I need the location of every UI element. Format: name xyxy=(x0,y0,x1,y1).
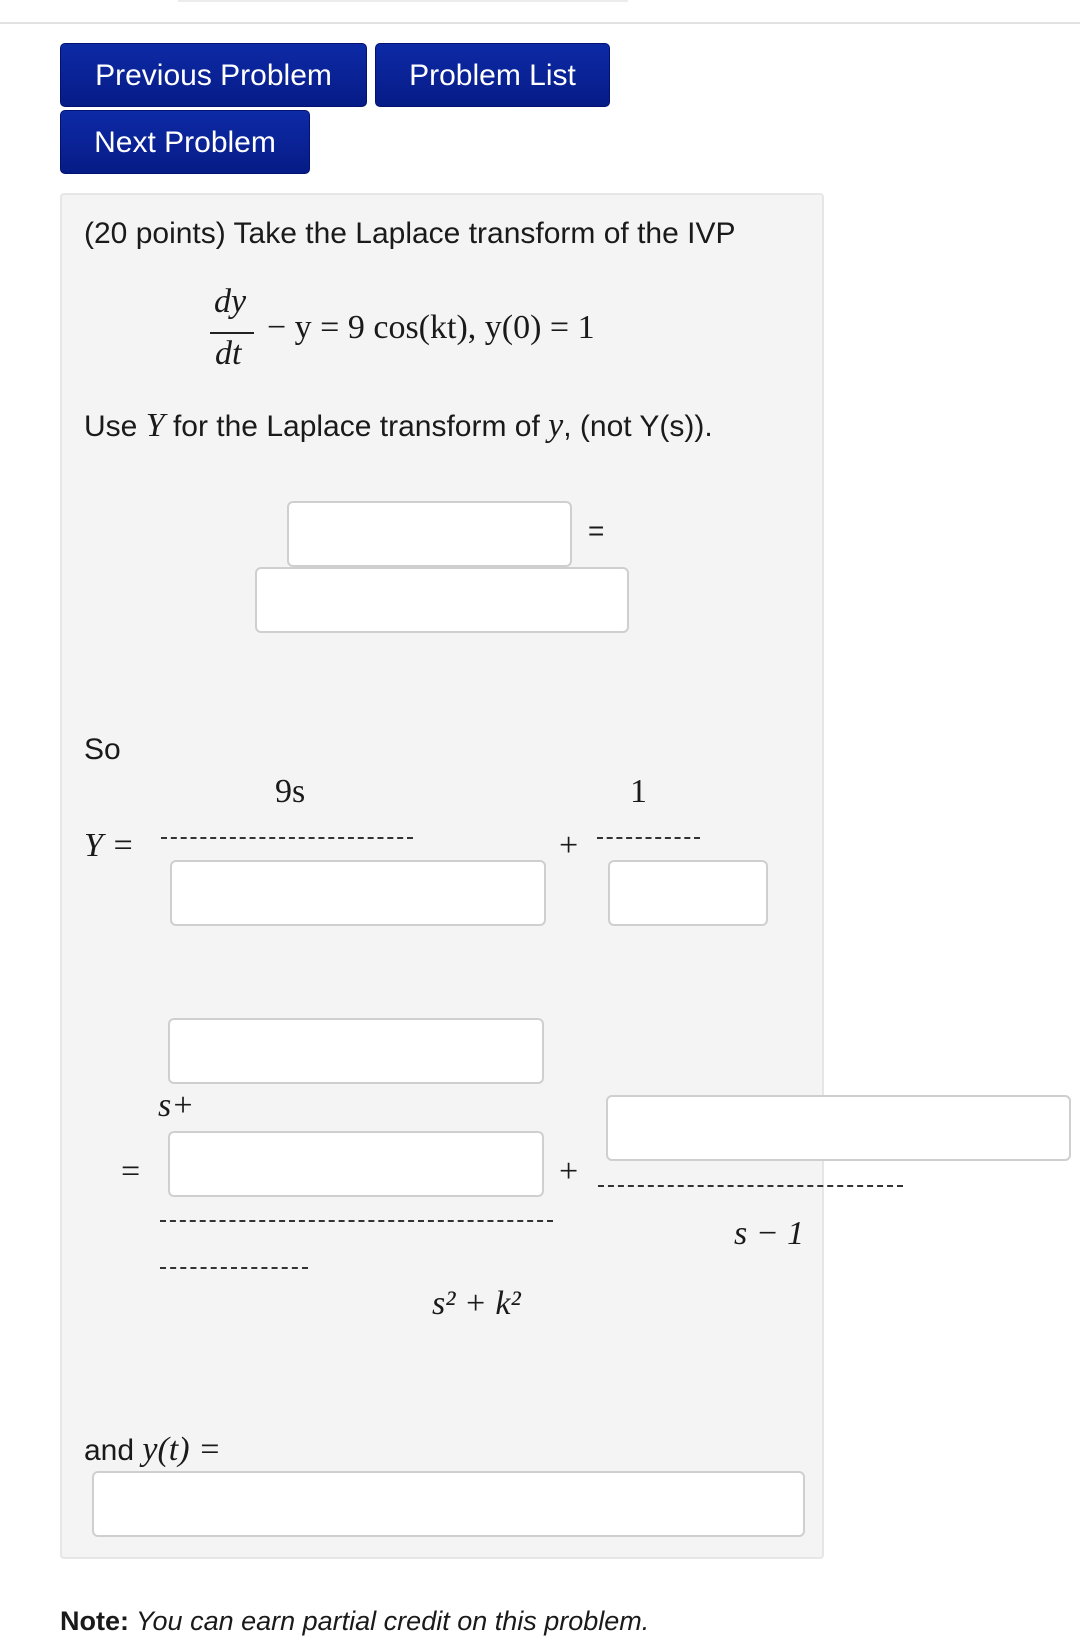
ode-fraction-bar xyxy=(210,332,254,334)
so-label: So xyxy=(84,733,121,766)
partial-credit-note: Note: You can earn partial credit on this problem. xyxy=(60,1606,650,1636)
numerator-1: 1 xyxy=(630,773,647,810)
next-problem-button[interactable]: Next Problem xyxy=(60,110,310,174)
numerator-9s: 9s xyxy=(275,773,306,810)
instruction-text: Use Y for the Laplace transform of y, (not Y(s)). xyxy=(84,407,713,444)
laplace-lhs-input[interactable] xyxy=(287,501,572,567)
fraction-bar-3b xyxy=(160,1267,308,1269)
plus-sign-2: + xyxy=(559,1153,579,1190)
problem-list-button[interactable]: Problem List xyxy=(375,43,610,107)
and-y-label: and y(t) = xyxy=(84,1431,222,1468)
coefficient-input-c[interactable] xyxy=(606,1095,1071,1161)
previous-problem-button[interactable]: Previous Problem xyxy=(60,43,367,107)
equals-sign: = xyxy=(588,515,605,546)
ode-denominator: dt xyxy=(215,335,242,372)
problem-intro: (20 points) Take the Laplace transform of the IVP xyxy=(84,217,736,250)
top-divider xyxy=(0,22,1080,24)
top-divider-faint xyxy=(178,0,628,2)
s2-k2-denominator: s² + k² xyxy=(432,1285,521,1322)
denominator-input-1[interactable] xyxy=(170,860,546,926)
ode-numerator: dy xyxy=(214,283,247,320)
plus-sign-1: + xyxy=(559,827,579,864)
ode-rest: − y = 9 cos(kt), y(0) = 1 xyxy=(267,309,595,346)
s-minus-1-denominator: s − 1 xyxy=(734,1215,805,1252)
laplace-rhs-input[interactable] xyxy=(255,567,629,633)
denominator-input-2[interactable] xyxy=(608,860,768,926)
fraction-bar-3 xyxy=(160,1220,553,1222)
equals-sign-2: = xyxy=(121,1153,141,1190)
s-plus-text: s+ xyxy=(158,1087,195,1124)
problem-panel xyxy=(60,193,824,1559)
fraction-bar-4 xyxy=(598,1185,903,1187)
coefficient-input-b[interactable] xyxy=(168,1131,544,1197)
y-of-t-input[interactable] xyxy=(92,1471,805,1537)
coefficient-input-a[interactable] xyxy=(168,1018,544,1084)
fraction-bar-1 xyxy=(161,837,413,839)
Y-equals: Y = xyxy=(84,827,135,864)
fraction-bar-2 xyxy=(597,837,700,839)
